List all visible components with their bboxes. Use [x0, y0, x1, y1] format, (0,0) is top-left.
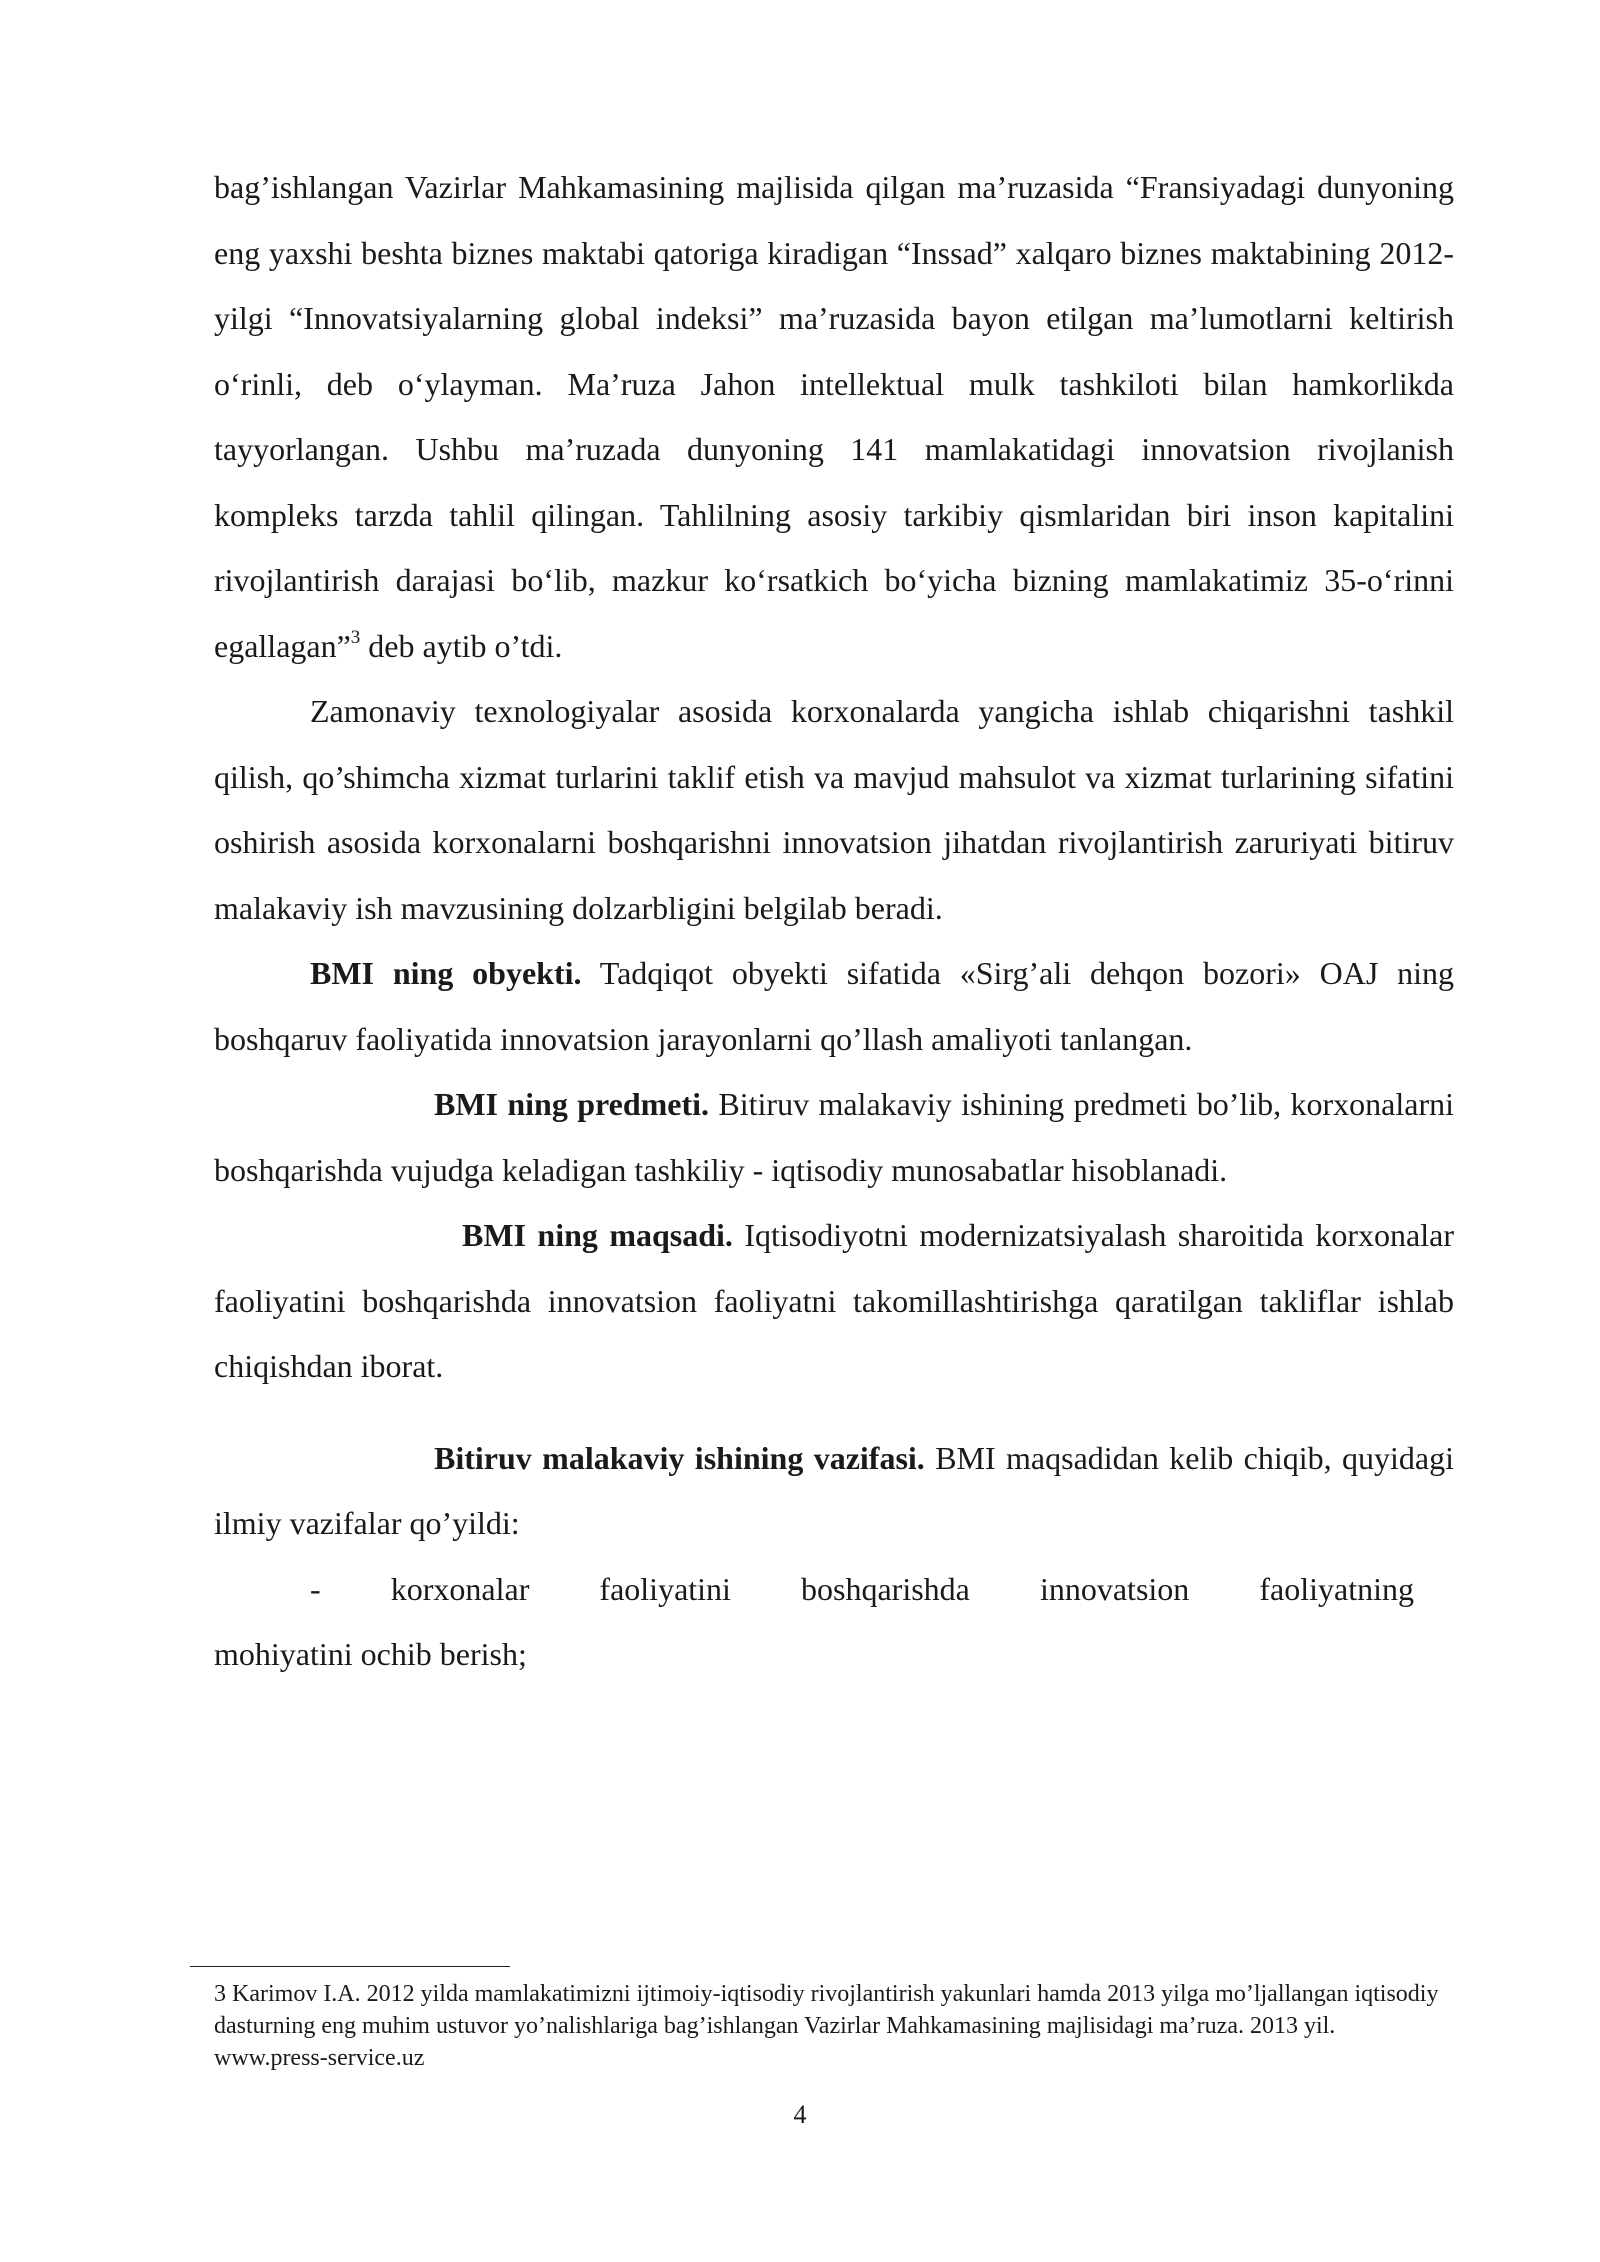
list-item-1: [214, 1557, 1454, 1623]
footnote: 3 Karimov I.A. 2012 yilda mamlakatimizni ijtimoiy-iqtisodiy rivojlantirish yakunlari hamda 2013 yilga mo’ljallangan iqtisodiy dasturning eng muhim ustuvor yo’nalishlariga bag’ishlangan Vazirlar Mahkamasining majlisidagi ma’ruza. 2013 yil. www.press-service.uz: [214, 1981, 1439, 2071]
list-item-1-continuation: mohiyatini ochib berish;: [214, 1636, 527, 1672]
paragraph-text: bag’ishlangan Vazirlar Mahkamasining majlisida qilgan ma’ruzasida “Fransiyadagi dunyoning eng yaxshi beshta biznes maktabi qatoriga kiradigan “Inssad” xalqaro biznes maktabining 2012-yilgi “Innovatsiyalarning global indeksi” ma’ruzasida bayon etilgan ma’lumotlarni keltirish o‘rinli, deb o‘ylayman. Ma’ruza Jahon intellektual mulk tashkiloti bilan hamkorlikda tayyorlangan. Ushbu ma’ruzada dunyoning 141 mamlakatidagi innovatsion rivojlanish kompleks tarzda tahlil qilingan. Tahlilning asosiy tarkibiy qismlaridan biri inson kapitalini rivojlantirish darajasi bo‘lib, mazkur ko‘rsatkich bo‘yicha bizning mamlakatimiz 35-o‘rinni egallagan”: [214, 169, 1454, 664]
paragraph-continuation: [214, 155, 1454, 679]
tasks-heading: Bitiruv malakaviy ishining vazifasi.: [434, 1439, 925, 1476]
page-number: 4: [793, 2100, 807, 2129]
footnote-separator: [190, 1966, 510, 1967]
footnote-reference[interactable]: 3: [350, 626, 361, 648]
paragraph-subject: [214, 1072, 1454, 1203]
subject-heading: BMI ning predmeti.: [434, 1086, 710, 1122]
paragraph-goal: [214, 1203, 1454, 1400]
list-word: boshqarishda: [801, 1570, 970, 1607]
object-text: Tadqiqot obyekti sifatida «Sirg’ali dehqon bozori» OAJ ning boshqaruv faoliyatida innovatsion jarayonlarni qo’llash amaliyoti tanlangan.: [214, 955, 1454, 1057]
paragraph-relevance: Zamonaviy texnologiyalar asosida korxonalarda yangicha ishlab chiqarishni tashkil qilish, qo’shimcha xizmat turlarini taklif etish va mavjud mahsulot va xizmat turlarining sifatini oshirish asosida korxonalarni boshqarishni innovatsion jihatdan rivojlantirish zaruriyati bitiruv malakaviy ish mavzusining dolzarbligini belgilab beradi.: [214, 693, 1454, 926]
subject-text: Bitiruv malakaviy ishining predmeti bo’lib, korxonalarni boshqarishda vujudga keladigan tashkiliy - iqtisodiy munosabatlar hisoblanadi.: [214, 1086, 1454, 1188]
paragraph-tasks: [214, 1426, 1454, 1557]
goal-text: Iqtisodiyotni modernizatsiyalash sharoitida korxonalar faoliyatini boshqarishda innovatsion faoliyatni takomillashtirishga qaratilgan takliflar ishlab chiqishdan iborat.: [214, 1217, 1454, 1384]
object-heading: BMI ning obyekti.: [310, 955, 582, 991]
list-word: faoliyatning: [1259, 1570, 1414, 1607]
list-word: korxonalar: [390, 1570, 530, 1607]
goal-heading: BMI ning maqsadi.: [462, 1217, 733, 1253]
body-text: [214, 155, 1454, 1688]
tasks-text: BMI maqsadidan kelib chiqib, quyidagi ilmiy vazifalar qo’yildi:: [214, 1439, 1454, 1541]
list-word: innovatsion: [1039, 1570, 1190, 1607]
paragraph-object: [214, 941, 1454, 1072]
list-dash: -: [310, 1570, 321, 1607]
list-word: faoliyatini: [599, 1570, 731, 1607]
paragraph-tail: deb aytib o’tdi.: [360, 627, 563, 664]
paragraph-spacer: [214, 1400, 1454, 1426]
